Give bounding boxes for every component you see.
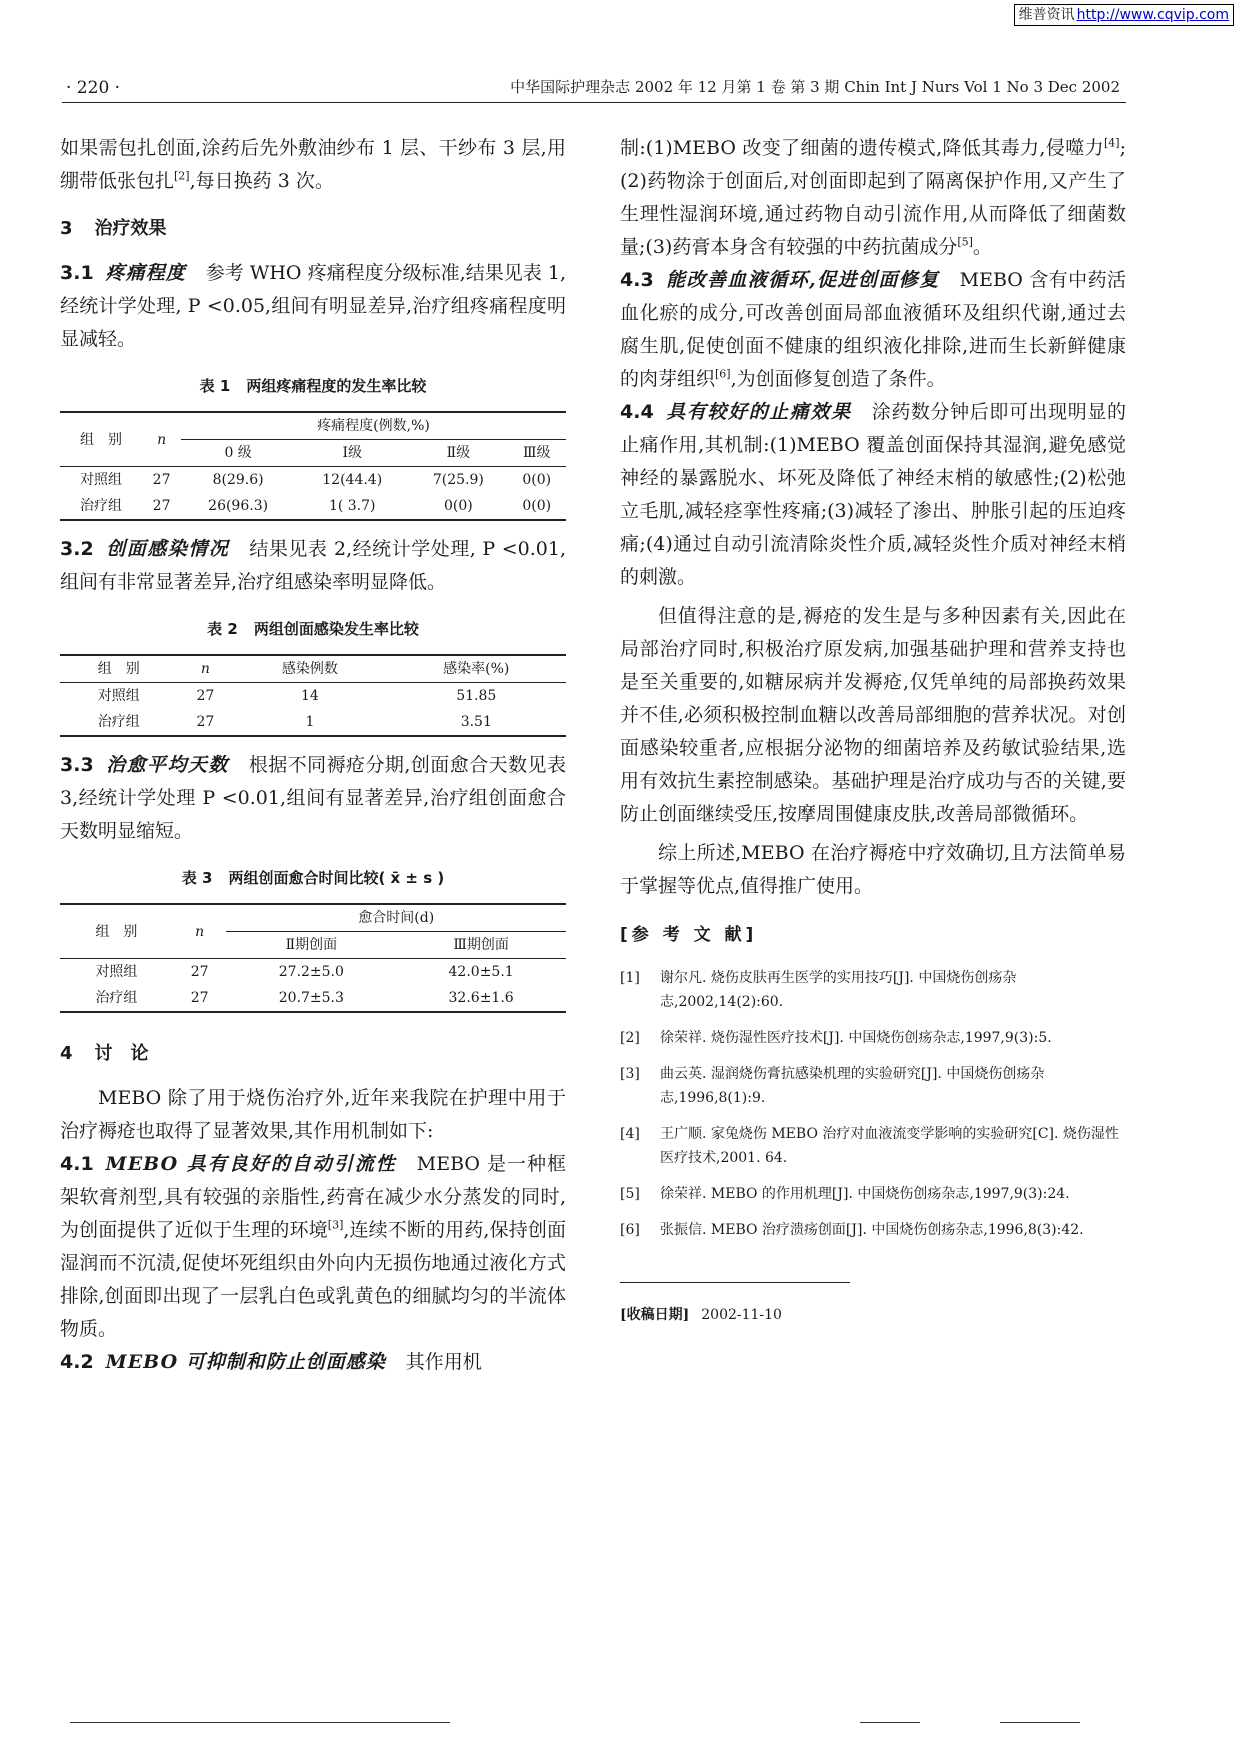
subsection-4-4: 4.4 具有较好的止痛效果 涂药数分钟后即可出现明显的止痛作用,其机制:(1)MEBO 覆盖创面保持其湿润,避免感觉神经的暴露脱水、坏死及降低了神经末梢的敏感性;(2)松弛立毛肌,减轻痉挛性疼痛;(3)减轻了渗出、肿胀引起的压迫疼痛;(4)通过自动引流清除炎性介质,减轻炎性介质对神经末梢的刺激。 [620, 401, 1126, 588]
watermark-url[interactable]: http://www.cqvip.com [1076, 7, 1229, 23]
table-header: 感染例数 [233, 655, 386, 683]
table-header: n [173, 904, 227, 959]
table-row: 对照组 27 27.2±5.0 42.0±5.1 [60, 959, 566, 986]
citation: [2] [174, 169, 190, 183]
table-header: 疼痛程度(例数,%) [181, 412, 566, 440]
reference-item: [6] 张振信. MEBO 治疗溃疡创面[J]. 中国烧伤创疡杂志,1996,8(3):42. [620, 1222, 1084, 1238]
received-date: [收稿日期] 2002-11-10 [620, 1307, 782, 1323]
table-row: 治疗组 27 26(96.3) 1( 3.7) 0(0) 0(0) [60, 493, 566, 520]
site-watermark [1014, 4, 1234, 26]
section-4-heading: 4 讨 论 [60, 1043, 149, 1064]
references-title: [参 考 文 献] [620, 925, 758, 945]
table-header: 0 级 [224, 445, 252, 461]
table-2 [60, 654, 566, 737]
table-header: 组 别 [60, 412, 142, 467]
citation: [3] [327, 1218, 344, 1232]
footer-rule [70, 1722, 450, 1723]
table-row: 对照组 27 8(29.6) 12(44.4) 7(25.9) 0(0) [60, 467, 566, 494]
table-header: 感染率(%) [387, 655, 566, 683]
subsection-3-2: 3.2 创面感染情况 结果见表 2,经统计学处理, P <0.01,组间有非常显著差异,治疗组感染率明显降低。 [60, 538, 566, 593]
watermark-prefix: 维普资讯 [1018, 7, 1075, 23]
table-header: 组 别 [60, 904, 173, 959]
table-3-caption: 表 3 两组创面愈合时间比较( x̄ ± s ) [181, 869, 445, 887]
table-1-caption: 表 1 两组疼痛程度的发生率比较 [199, 377, 427, 395]
table-header: Ⅱ期创面 [285, 937, 338, 953]
table-header: 愈合时间(d) [226, 904, 566, 932]
table-header: 组 别 [60, 655, 178, 683]
table-header: Ⅰ级 [342, 445, 362, 461]
journal-info: 中华国际护理杂志 2002 年 12 月第 1 卷 第 3 期 Chin Int J Nurs Vol 1 No 3 Dec 2002 [510, 78, 1120, 96]
citation: [4] [1104, 136, 1120, 150]
footer-rule [860, 1722, 920, 1723]
subsection-3-3: 3.3 治愈平均天数 根据不同褥疮分期,创面愈合天数见表 3,经统计学处理 P <0.01,组间有显著差异,治疗组创面愈合天数明显缩短。 [60, 754, 566, 842]
table-1 [60, 411, 566, 521]
section-3-heading: 3 治疗效果 [60, 218, 167, 239]
table-row: 治疗组 27 20.7±5.3 32.6±1.6 [60, 985, 566, 1012]
page-header [62, 72, 1126, 103]
table-header: n [178, 655, 234, 683]
reference-item: [4] 王广顺. 家兔烧伤 MEBO 治疗对血液流变学影响的实验研究[C]. 烧伤湿性医疗技术,2001. 64. [620, 1126, 1119, 1166]
paragraph-conclusion: 综上所述,MEBO 在治疗褥疮中疗效确切,且方法简单易于掌握等优点,值得推广使用。 [620, 842, 1126, 897]
paragraph-mechanism: 制:(1)MEBO 改变了细菌的遗传模式,降低其毒力,侵噬力[4];(2)药物涂于创面后,对创面即起到了隔离保护作用,又产生了生理性湿润环境,通过药物自动引流作用,从而降低了细菌数量;(3)药膏本身含有较强的中药抗菌成分[5]。 [620, 136, 1126, 258]
paragraph-discussion-intro: MEBO 除了用于烧伤治疗外,近年来我院在护理中用于治疗褥疮也取得了显著效果,其作用机制如下: [60, 1087, 566, 1142]
subsection-4-2: 4.2 MEBO 可抑制和防止创面感染 其作用机 [60, 1351, 482, 1373]
reference-item: [1] 谢尔凡. 烧伤皮肤再生医学的实用技巧[J]. 中国烧伤创疡杂志,2002,14(2):60. [620, 970, 1017, 1010]
reference-item: [3] 曲云英. 湿润烧伤膏抗感染机理的实验研究[J]. 中国烧伤创疡杂志,1996,8(1):9. [620, 1066, 1045, 1106]
reference-item: [5] 徐荣祥. MEBO 的作用机理[J]. 中国烧伤创疡杂志,1997,9(3):24. [620, 1186, 1070, 1202]
right-column [620, 132, 1126, 1332]
table-row: 治疗组 27 1 3.51 [60, 709, 566, 736]
left-column [60, 132, 566, 1379]
citation: [6] [715, 367, 731, 381]
table-3 [60, 903, 566, 1013]
table-header: Ⅱ级 [446, 445, 471, 461]
footer-rule [1000, 1722, 1080, 1723]
footnote-divider [620, 1282, 850, 1283]
table-header: n [142, 412, 181, 467]
subsection-4-3: 4.3 能改善血液循环,促进创面修复 MEBO 含有中药活血化瘀的成分,可改善创面局部血液循环及组织代谢,通过去腐生肌,促使创面不健康的组织液化排除,进而生长新鲜健康的肉芽组织[6],为创面修复创造了条件。 [620, 269, 1126, 390]
table-2-caption: 表 2 两组创面感染发生率比较 [207, 620, 419, 638]
table-row: 对照组 27 14 51.85 [60, 683, 566, 710]
table-header: Ⅲ级 [522, 445, 551, 461]
paragraph-bandage: 如果需包扎创面,涂药后先外敷油纱布 1 层、干纱布 3 层,用绷带低张包扎[2],每日换药 3 次。 [60, 137, 566, 192]
reference-item: [2] 徐荣祥. 烧伤湿性医疗技术[J]. 中国烧伤创疡杂志,1997,9(3):5. [620, 1030, 1052, 1046]
paragraph-notes: 但值得注意的是,褥疮的发生是与多种因素有关,因此在局部治疗同时,积极治疗原发病,加强基础护理和营养支持也是至关重要的,如糖尿病并发褥疮,仅凭单纯的局部换药效果并不佳,必须积极控制血糖以改善局部细胞的营养状况。对创面感染较重者,应根据分泌物的细菌培养及药敏试验结果,选用有效抗生素控制感染。基础护理是治疗成功与否的关键,要防止创面继续受压,按摩周围健康皮肤,改善局部微循环。 [620, 605, 1126, 825]
table-header: Ⅲ期创面 [453, 937, 509, 953]
page-number: · 220 · [66, 78, 121, 98]
citation: [5] [957, 235, 973, 249]
subsection-4-1: 4.1 MEBO 具有良好的自动引流性 MEBO 是一种框架软膏剂型,具有较强的亲脂性,药膏在减少水分蒸发的同时,为创面提供了近似于生理的环境[3],连续不断的用药,保持创面湿润而不沉渍,促使坏死组织由外向内无损伤地通过液化方式排除,创面即出现了一层乳白色或乳黄色的细腻均匀的半流体物质。 [60, 1153, 566, 1340]
subsection-3-1: 3.1 疼痛程度 参考 WHO 疼痛程度分级标准,结果见表 1,经统计学处理, P <0.05,组间有明显差异,治疗组疼痛程度明显减轻。 [60, 262, 566, 350]
